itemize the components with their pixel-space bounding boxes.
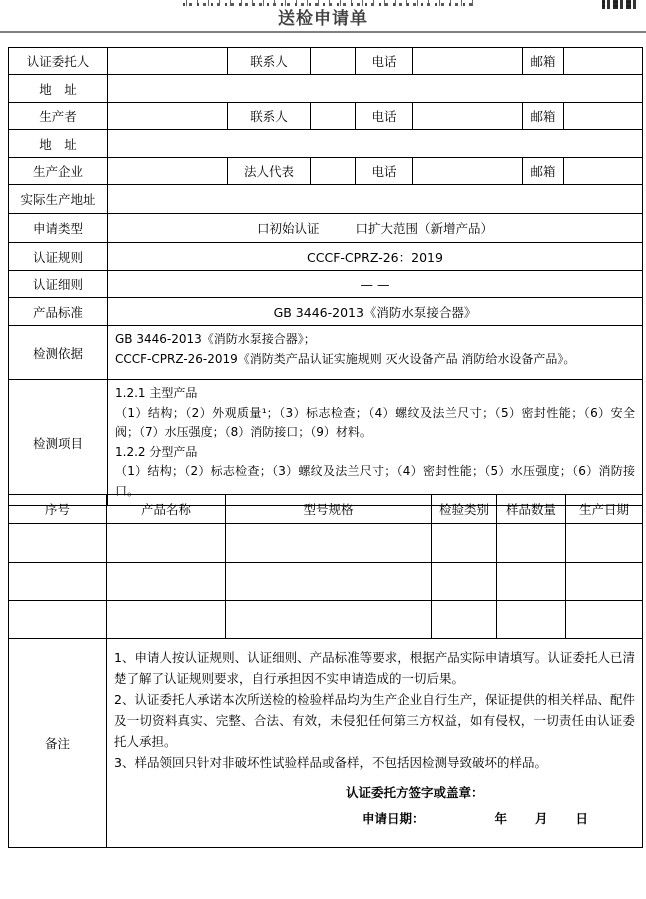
- remark-note: 3、样品领回只针对非破坏性试验样品或备样，不包括因检测导致破坏的样品。: [114, 755, 547, 770]
- field-label-certification-rule: 认证规则: [9, 243, 108, 271]
- cell-serial-no: [9, 524, 107, 563]
- cell-serial-no: [9, 563, 107, 601]
- field-label-phone: 电话: [356, 158, 413, 185]
- form-title: 送检申请单: [278, 9, 368, 29]
- field-value-applicant: [108, 48, 228, 75]
- test-items-line: （1）结构；（2）外观质量¹；（3）标志检查；（4）螺纹及法兰尺寸；（5）密封性能；（6）安全阀；（7）水压强度；（8）消防接口；（9）材料。: [115, 405, 635, 439]
- field-label-phone: 电话: [356, 103, 413, 130]
- info-table: [8, 47, 643, 506]
- field-label-test-items: 检测项目: [9, 380, 108, 506]
- field-label-address: 地 址: [9, 130, 108, 158]
- row-manufacturer: [9, 158, 643, 185]
- field-value-contact-person: [311, 103, 356, 130]
- cell-production-date: [566, 563, 643, 601]
- application-type-options: [108, 214, 643, 243]
- field-label-product-standard: 产品标准: [9, 298, 108, 326]
- column-header-sample-quantity: 样品数量: [497, 495, 566, 524]
- test-basis-line: GB 3446-2013《消防水泵接合器》；: [115, 332, 316, 346]
- signature-block: [114, 780, 635, 832]
- application-date-label: 申请日期：: [362, 811, 425, 826]
- column-header-serial-no: 序号: [9, 495, 107, 524]
- checkbox-option-initial-certification: 口初始认证: [256, 221, 320, 236]
- row-producer-address: [9, 130, 643, 158]
- cell-product-name: [107, 601, 226, 639]
- field-label-test-basis: 检测依据: [9, 326, 108, 380]
- field-label-certification-detail: 认证细则: [9, 271, 108, 298]
- field-label-application-type: 申请类型: [9, 214, 108, 243]
- row-certification-rule: [9, 243, 643, 271]
- row-certification-detail: [9, 271, 643, 298]
- cell-sample-quantity: [497, 601, 566, 639]
- row-product-standard: [9, 298, 643, 326]
- cell-production-date: [566, 601, 643, 639]
- cell-model-spec: [226, 601, 432, 639]
- cell-model-spec: [226, 524, 432, 563]
- field-value-contact-person: [311, 48, 356, 75]
- field-value-actual-address: [108, 185, 643, 214]
- field-value-email: [564, 103, 643, 130]
- product-table-row: [9, 563, 643, 601]
- cell-sample-quantity: [497, 563, 566, 601]
- field-value-phone: [413, 158, 523, 185]
- date-year-label: 年: [494, 811, 508, 826]
- field-label-actual-address: 实际生产地址: [9, 185, 108, 214]
- product-table-header-row: [9, 495, 643, 524]
- field-label-email: 邮箱: [523, 103, 564, 130]
- application-date-line: [346, 806, 635, 832]
- product-table-row: [9, 524, 643, 563]
- row-remark: [9, 639, 643, 848]
- cell-product-name: [107, 563, 226, 601]
- field-value-phone: [413, 48, 523, 75]
- field-value-certification-rule: CCCF-CPRZ-26：2019: [108, 243, 643, 271]
- field-value-email: [564, 48, 643, 75]
- column-header-model-spec: 型号规格: [226, 495, 432, 524]
- row-test-items: [9, 380, 643, 506]
- field-label-contact-person: 联系人: [228, 48, 311, 75]
- field-label-producer: 生产者: [9, 103, 108, 130]
- cell-inspection-category: [432, 601, 497, 639]
- cell-model-spec: [226, 563, 432, 601]
- field-label-address: 地 址: [9, 75, 108, 103]
- remark-table: [8, 638, 643, 848]
- row-actual-production-address: [9, 185, 643, 214]
- field-label-phone: 电话: [356, 48, 413, 75]
- product-table: [8, 494, 643, 639]
- field-value-remark: [107, 639, 643, 848]
- cell-inspection-category: [432, 524, 497, 563]
- row-producer: [9, 103, 643, 130]
- cell-production-date: [566, 524, 643, 563]
- test-items-line: 1.2.2 分型产品: [115, 444, 198, 459]
- column-header-product-name: 产品名称: [107, 495, 226, 524]
- field-value-manufacturer: [108, 158, 228, 185]
- field-value-producer: [108, 103, 228, 130]
- cell-inspection-category: [432, 563, 497, 601]
- cell-product-name: [107, 524, 226, 563]
- cell-sample-quantity: [497, 524, 566, 563]
- field-value-address: [108, 130, 643, 158]
- cell-serial-no: [9, 601, 107, 639]
- field-value-phone: [413, 103, 523, 130]
- field-label-legal-rep: 法人代表: [228, 158, 311, 185]
- column-header-production-date: 生产日期: [566, 495, 643, 524]
- remark-note: 1、申请人按认证规则、认证细则、产品标准等要求，根据产品实际申请填写。认证委托人已清楚了解了认证规则要求，自行承担因不实申请造成的一切后果。: [114, 650, 635, 686]
- row-applicant: [9, 48, 643, 75]
- field-label-email: 邮箱: [523, 158, 564, 185]
- signature-label: 认证委托方签字或盖章：: [346, 785, 484, 800]
- field-value-test-items: [108, 380, 643, 506]
- field-label-email: 邮箱: [523, 48, 564, 75]
- field-value-test-basis: [108, 326, 643, 380]
- field-value-product-standard: GB 3446-2013《消防水泵接合器》: [108, 298, 643, 326]
- field-value-legal-rep: [311, 158, 356, 185]
- field-label-contact-person: 联系人: [228, 103, 311, 130]
- checkbox-option-expand-scope: 口扩大范围（新增产品）: [355, 221, 494, 236]
- date-month-label: 月: [535, 811, 548, 826]
- remark-note: 2、认证委托人承诺本次所送检的检验样品均为生产企业自行生产，保证提供的相关样品、配件及一切资料真实、完整、合法、有效，未侵犯任何第三方权益，如有侵权，一切责任由认证委托人承担。: [114, 692, 635, 749]
- field-value-email: [564, 158, 643, 185]
- field-label-manufacturer: 生产企业: [9, 158, 108, 185]
- field-value-certification-detail: — —: [108, 271, 643, 298]
- row-applicant-address: [9, 75, 643, 103]
- test-items-line: （1）结构；（2）标志检查；（3）螺纹及法兰尺寸；（4）密封性能；（5）水压强度；（6）消防接口。: [115, 464, 635, 498]
- field-value-address: [108, 75, 643, 103]
- field-label-applicant: 认证委托人: [9, 48, 108, 75]
- test-items-line: 1.2.1 主型产品: [115, 386, 198, 400]
- field-label-remark: 备注: [9, 639, 107, 848]
- product-table-row: [9, 601, 643, 639]
- test-basis-line: CCCF-CPRZ-26-2019《消防类产品认证实施规则 灭火设备产品 消防给水设备产品》。: [115, 351, 576, 366]
- row-application-type: [9, 214, 643, 243]
- date-day-label: 日: [575, 811, 589, 826]
- title-divider: [0, 31, 646, 33]
- row-test-basis: [9, 326, 643, 380]
- column-header-inspection-category: 检验类别: [432, 495, 497, 524]
